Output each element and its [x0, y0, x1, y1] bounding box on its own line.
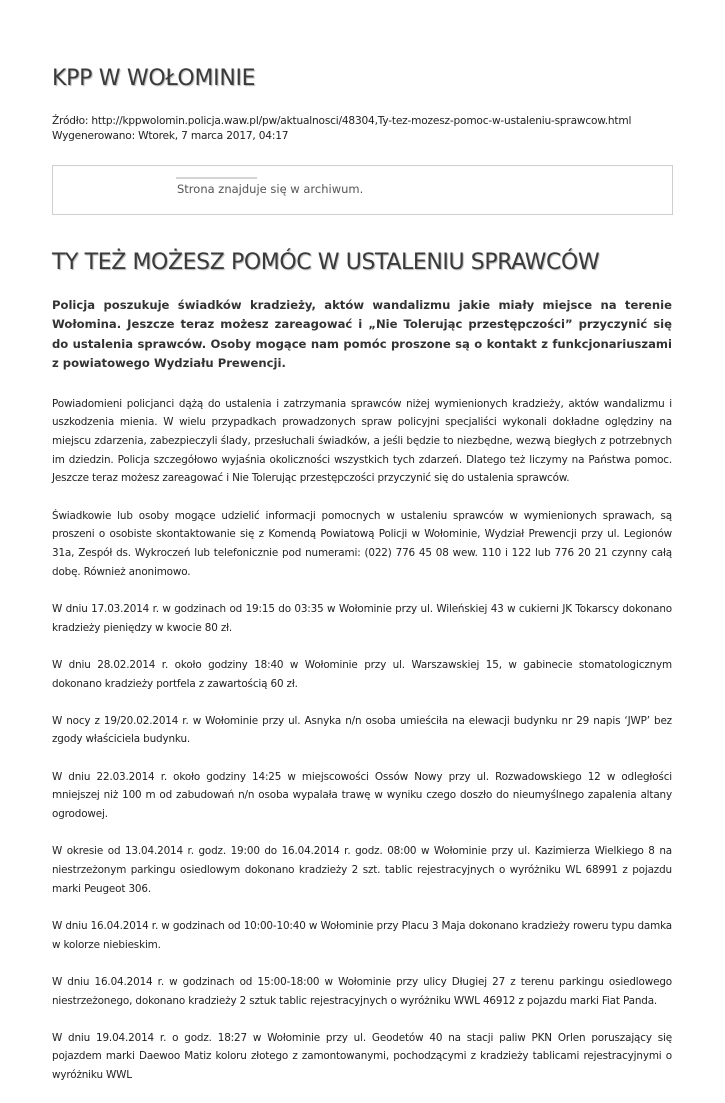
source-url-line: Źródło: http://kppwolomin.policja.waw.pl/pw/aktualnosci/48304,Ty-tez-mozesz-pomoc-w-ustaleniu-sprawcow.html: [52, 115, 632, 127]
article-paragraph: W dniu 28.02.2014 r. około godziny 18:40 w Wołominie przy ul. Warszawskiej 15, w gabinecie stomatologicznym dokonano kradzieży portfela z zawartością 60 zł.: [52, 658, 672, 690]
archive-notice-text: Strona znajduje się w archiwum.: [177, 182, 364, 196]
document-meta: [52, 114, 631, 143]
generated-date-line: Wygenerowano: Wtorek, 7 marca 2017, 04:17: [52, 129, 289, 142]
archive-notice-divider: [176, 177, 257, 179]
article-paragraph: W dniu 17.03.2014 r. w godzinach od 19:15 do 03:35 w Wołominie przy ul. Wileńskiej 43 w cukierni JK Tokarscy dokonano kradzieży pieniędzy w kwocie 80 zł.: [52, 602, 672, 634]
article-paragraph: Powiadomieni policjanci dążą do ustalenia i zatrzymania sprawców niżej wymienionych kradzieży, aktów wandalizmu i uszkodzenia mienia. W wielu przypadkach prowadzonych spraw policyjni specjaliści wykonali dokładne oględziny na miejscu zdarzenia, zabezpieczyli ślady, przesłuchali świadków, a jeśli będzie to niezbędne, wezwą biegłych z potrzebnych im dziedzin. Policja szczegółowo wyjaśnia okoliczności wszystkich tych zdarzeń. Dlatego też liczymy na Państwa pomoc. Jeszcze teraz możesz zareagować i Nie Tolerując przestępczości przyczynić się do ustalenia sprawców.: [52, 397, 672, 485]
article-paragraph: Świadkowie lub osoby mogące udzielić informacji pomocnych w ustaleniu sprawców w wymienionych sprawach, są proszeni o osobiste skontaktowanie się z Komendą Powiatową Policji w Wołominie, Wydział Prewencji przy ul. Legionów 31a, Zespół ds. Wykroczeń lub telefonicznie pod numerami: (022) 776 45 08 wew. 110 i 122 lub 776 20 21 czynny całą dobę. Również anonimowo.: [52, 509, 672, 578]
article-paragraph: W dniu 19.04.2014 r. o godz. 18:27 w Wołominie przy ul. Geodetów 40 na stacji paliw PKN Orlen poruszający się pojazdem marki Daewoo Matiz koloru złotego z zamontowanymi, pochodzącymi z kradzieży tablicami rejestracyjnymi o wyróżniku WWL: [52, 1031, 672, 1082]
article-paragraph: W okresie od 13.04.2014 r. godz. 19:00 do 16.04.2014 r. godz. 08:00 w Wołominie przy ul. Kazimierza Wielkiego 8 na niestrzeżonym parkingu osiedlowym dokonano kradzieży 2 szt. tablic rejestracyjnych o wyróżniku WL 68991 z pojazdu marki Peugeot 306.: [52, 845, 672, 895]
article-lead: Policja poszukuje świadków kradzieży, aktów wandalizmu jakie miały miejsce na terenie Wołomina. Jeszcze teraz możesz zareagować i „Nie Tolerując przestępczości” przyczynić się do ustalenia sprawców. Osoby mogące nam pomóc proszone są o kontakt z funkcjonariuszami z powiatowego Wydziału Prewencji.: [52, 298, 672, 371]
article-title: TY TEŻ MOŻESZ POMÓC W USTALENIU SPRAWCÓW: [52, 250, 600, 275]
archive-notice-box: [52, 165, 673, 215]
article-paragraph: W dniu 16.04.2014 r. w godzinach od 10:00-10:40 w Wołominie przy Placu 3 Maja dokonano kradzieży roweru typu damka w kolorze niebieskim.: [52, 919, 672, 951]
article-body: [52, 296, 672, 1103]
article-paragraph: W dniu 16.04.2014 r. w godzinach od 15:00-18:00 w Wołominie przy ulicy Długiej 27 z terenu parkingu osiedlowego niestrzeżonego, dokonano kradzieży 2 sztuk tablic rejestracyjnych o wyróżniku WWL 46912 z pojazdu marki Fiat Panda.: [52, 975, 672, 1007]
article-paragraph: W nocy z 19/20.02.2014 r. w Wołominie przy ul. Asnyka n/n osoba umieściła na elewacji budynku nr 29 napis ‘JWP’ bez zgody właściciela budynku.: [52, 714, 672, 746]
site-title: KPP W WOŁOMINIE: [52, 66, 256, 91]
article-paragraph: W dniu 22.03.2014 r. około godziny 14:25 w miejscowości Ossów Nowy przy ul. Rozwadowskiego 12 w odległości mniejszej niż 100 m od zabudowań n/n osoba wypalała trawę w wyniku czego doszło do nieumyślnego zapalenia altany ogrodowej.: [52, 770, 672, 821]
